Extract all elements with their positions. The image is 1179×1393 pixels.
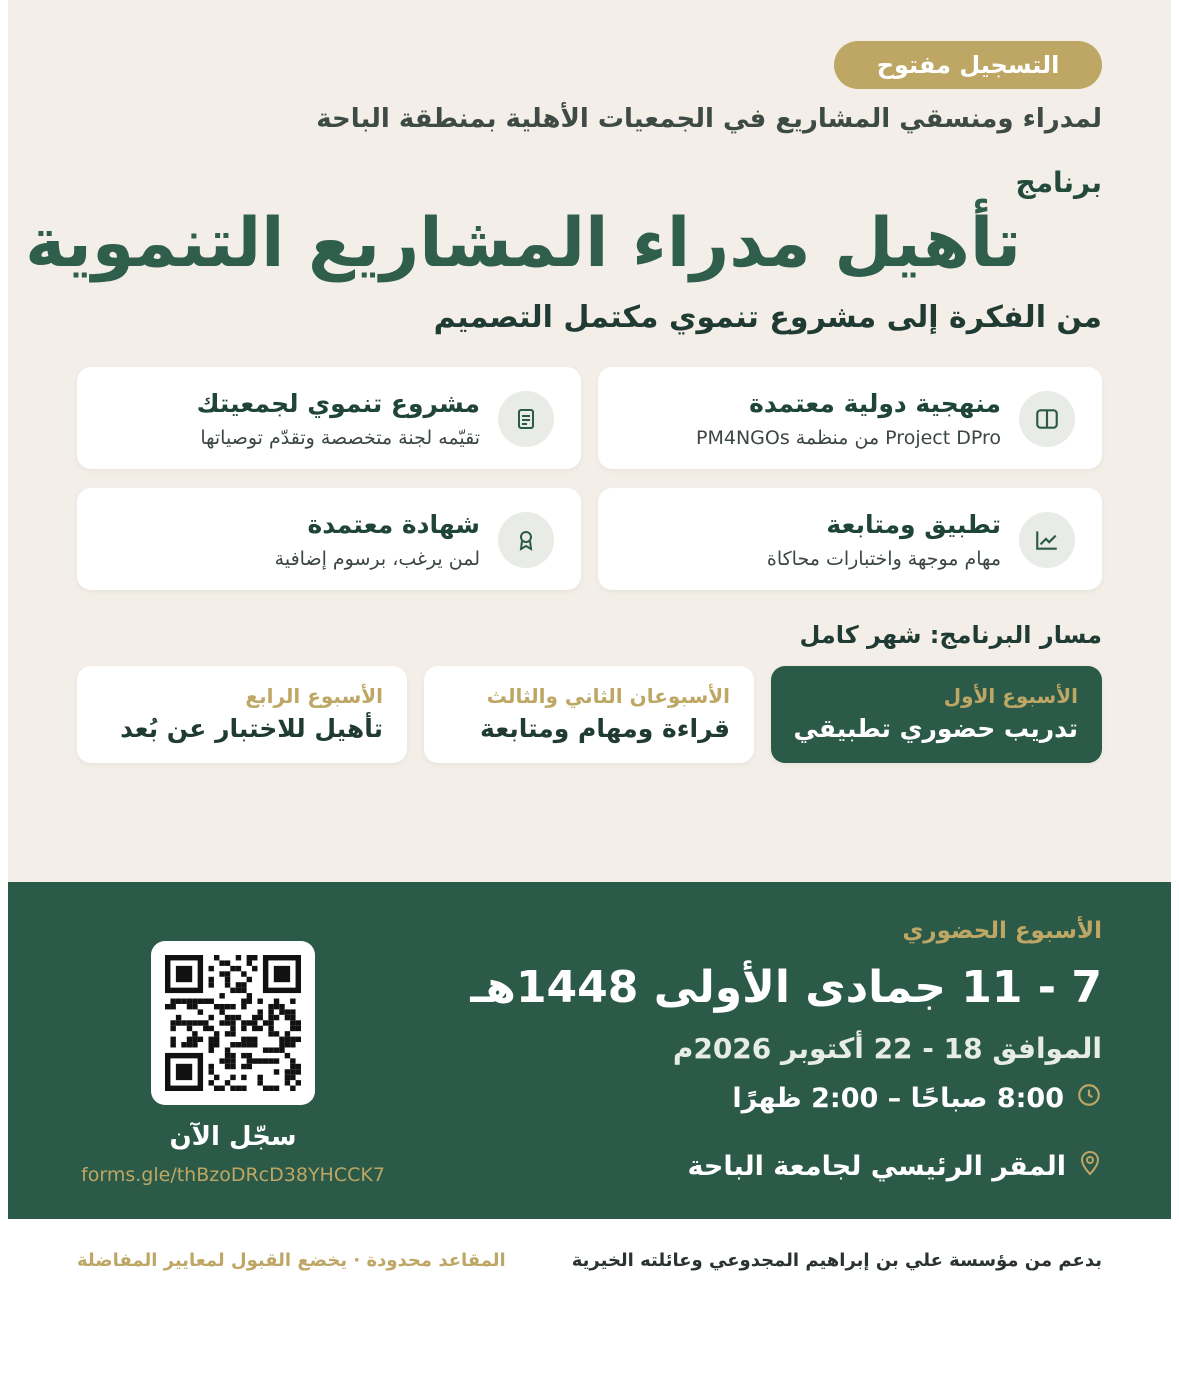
week-label: الأسبوعان الثاني والثالث: [486, 684, 730, 708]
hijri-date: 7 - 11 جمادى الأولى 1448هـ: [470, 962, 1102, 1013]
feature-card-project: [77, 367, 581, 469]
week-label: الأسبوع الرابع: [245, 684, 383, 708]
program-title: تأهيل مدراء المشاريع التنموية: [25, 204, 1021, 283]
feature-subtitle: مهام موجهة واختبارات محاكاة: [766, 548, 1001, 570]
registration-open-badge: التسجيل مفتوح: [834, 41, 1102, 89]
qr-code[interactable]: [151, 941, 315, 1105]
document-icon: [498, 391, 554, 447]
chart-line-icon: [1019, 512, 1075, 568]
week-title: تأهيل للاختبار عن بُعد: [120, 714, 383, 743]
program-path-label: مسار البرنامج: شهر كامل: [799, 621, 1102, 649]
feature-subtitle: لمن يرغب، برسوم إضافية: [274, 548, 480, 570]
registration-link[interactable]: forms.gle/thBzoDRcD38YHCCK7: [81, 1164, 385, 1186]
seats-note: المقاعد محدودة · يخضع القبول لمعايير المفاضلة: [77, 1250, 506, 1271]
week-card-3: [77, 666, 407, 763]
clock-icon: [1076, 1082, 1102, 1115]
feature-title: منهجية دولية معتمدة: [749, 389, 1001, 418]
time-text: 8:00 صباحًا – 2:00 ظهرًا: [732, 1083, 1064, 1114]
feature-card-practice: [598, 488, 1102, 590]
feature-subtitle: Project DPro من منظمة PM4NGOs: [696, 427, 1001, 449]
qr-code-icon: [165, 955, 301, 1091]
week-title: قراءة ومهام ومتابعة: [480, 714, 730, 743]
time-row: [732, 1082, 1102, 1115]
feature-title: تطبيق ومتابعة: [826, 510, 1001, 539]
award-icon: [498, 512, 554, 568]
program-label: برنامج: [1015, 166, 1102, 199]
columns-icon: [1019, 391, 1075, 447]
location-text: المقر الرئيسي لجامعة الباحة: [687, 1151, 1066, 1182]
location-pin-icon: [1078, 1150, 1102, 1183]
location-row: [687, 1150, 1102, 1183]
program-subtitle: من الفكرة إلى مشروع تنموي مكتمل التصميم: [433, 300, 1102, 335]
gregorian-date: الموافق 18 - 22 أكتوبر 2026م: [672, 1032, 1102, 1065]
feature-card-certificate: [77, 488, 581, 590]
week-label: الأسبوع الأول: [943, 684, 1078, 708]
week-card-1: [771, 666, 1102, 763]
audience-text: لمدراء ومنسقي المشاريع في الجمعيات الأهلية بمنطقة الباحة: [316, 104, 1102, 134]
feature-title: شهادة معتمدة: [307, 510, 480, 539]
week-card-2: [424, 666, 754, 763]
schedule-label: الأسبوع الحضوري: [902, 918, 1102, 944]
week-title: تدريب حضوري تطبيقي: [793, 714, 1078, 743]
feature-subtitle: تقيّمه لجنة متخصصة وتقدّم توصياتها: [200, 427, 480, 449]
sponsor-text: بدعم من مؤسسة علي بن إبراهيم المجدوعي وعائلته الخيرية: [571, 1250, 1102, 1271]
poster: [8, 0, 1171, 1393]
feature-card-methodology: [598, 367, 1102, 469]
hero-section: [8, 0, 1171, 882]
schedule-section: [8, 882, 1171, 1219]
register-now-label: سجّل الآن: [169, 1122, 297, 1152]
feature-title: مشروع تنموي لجمعيتك: [196, 389, 480, 418]
